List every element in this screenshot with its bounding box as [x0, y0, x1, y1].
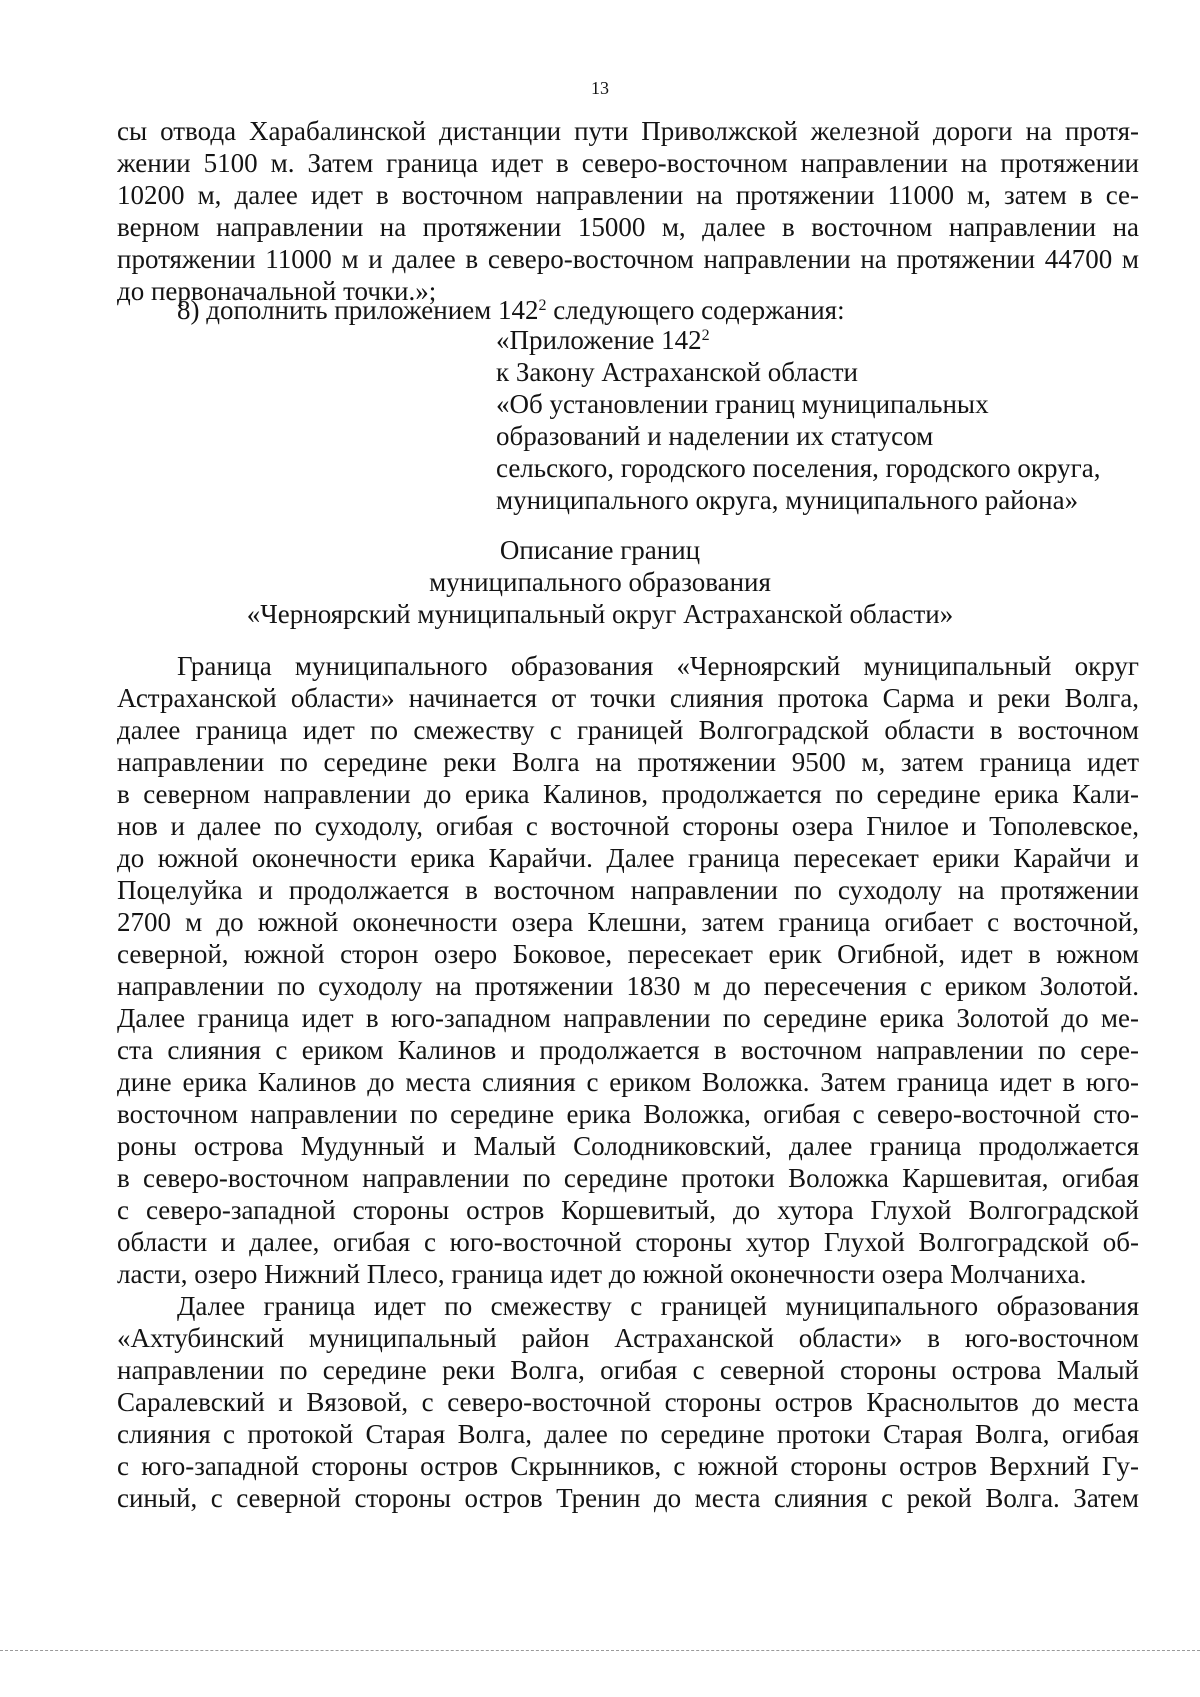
paragraph-2	[117, 1290, 1139, 1514]
text-line: Граница муниципального образования «Черноярский муниципальный округ	[177, 651, 1139, 681]
scan-edge-divider	[0, 1650, 1200, 1651]
text-line: ласти, озеро Нижний Плесо, граница идет до южной оконечности озера Молчаниха.	[117, 1259, 1087, 1289]
item-8-before: 8) дополнить приложением 142	[177, 295, 539, 325]
appendix-line: «Об установлении границ муниципальных	[496, 389, 989, 419]
appendix-title-text: «Приложение 142	[496, 325, 702, 355]
heading-line: «Черноярский муниципальный округ Астраханской области»	[246, 599, 954, 629]
text-line: сы отвода Харабалинской дистанции пути Приволжской железной дороги на протя-	[117, 116, 1139, 146]
text-line: до южной оконечности ерика Карайчи. Далее граница пересекает ерики Карайчи и	[117, 843, 1139, 873]
text-line: направлении по суходолу на протяжении 1830 м до пересечения с ериком Золотой.	[117, 971, 1139, 1001]
text-line: Далее граница идет по смежеству с границей муниципального образования	[177, 1291, 1139, 1321]
text-line: в северном направлении до ерика Калинов, продолжается по середине ерика Кали-	[117, 779, 1139, 809]
text-line: Астраханской области» начинается от точки слияния протока Сарма и реки Волга,	[117, 683, 1139, 713]
text-line: с северо-западной стороны остров Коршевитый, до хутора Глухой Волгоградской	[117, 1195, 1139, 1225]
appendix-block	[496, 324, 1146, 516]
text-line: Саралевский и Вязовой, с северо-восточной стороны остров Краснолытов до места	[117, 1387, 1139, 1417]
appendix-line: к Закону Астраханской области	[496, 357, 859, 387]
heading-line: Описание границ	[499, 535, 701, 565]
text-line: северной, южной сторон озеро Боковое, пересекает ерик Огибной, идет в южном	[117, 939, 1139, 969]
appendix-title	[496, 324, 1146, 356]
item-8	[177, 294, 1077, 326]
text-line: Далее граница идет в юго-западном направлении по середине ерика Золотой до ме-	[117, 1003, 1139, 1033]
page-number: 13	[591, 78, 609, 98]
text-line: верном направлении на протяжении 15000 м, далее в восточном направлении на	[117, 212, 1139, 242]
appendix-title-sup: 2	[701, 327, 710, 344]
paragraph-1	[117, 650, 1139, 1290]
text-line: далее граница идет по смежеству с границей Волгоградской области в восточном	[117, 715, 1139, 745]
text-line: области и далее, огибая с юго-восточной стороны хутор Глухой Волгоградской об-	[117, 1227, 1139, 1257]
text-line: 10200 м, далее идет в восточном направлении на протяжении 11000 м, затем в се-	[117, 180, 1139, 210]
text-line: нов и далее по суходолу, огибая с восточной стороны озера Гнилое и Тополевское,	[117, 811, 1139, 841]
text-line: слияния с протокой Старая Волга, далее по середине протоки Старая Волга, огибая	[117, 1419, 1139, 1449]
text-line: с юго-западной стороны остров Скрынников, с южной стороны остров Верхний Гу-	[117, 1451, 1139, 1481]
text-line: направлении по середине реки Волга на протяжении 9500 м, затем граница идет	[117, 747, 1139, 777]
text-line: 2700 м до южной оконечности озера Клешни, затем граница огибает с восточной,	[117, 907, 1139, 937]
appendix-line: сельского, городского поселения, городского округа,	[496, 453, 1101, 483]
text-line: ста слияния с ериком Калинов и продолжается в восточном направлении по сере-	[117, 1035, 1139, 1065]
text-line: синый, с северной стороны остров Тренин до места слияния с рекой Волга. Затем	[117, 1483, 1139, 1513]
text-line: до первоначальной точки.»;	[117, 276, 437, 306]
appendix-line: муниципального округа, муниципального района»	[496, 485, 1079, 515]
text-line: восточном направлении по середине ерика Воложка, огибая с северо-восточной сто-	[117, 1099, 1139, 1129]
heading-line: муниципального образования	[429, 567, 771, 597]
text-line: «Ахтубинский муниципальный район Астраханской области» в юго-восточном	[117, 1323, 1139, 1353]
text-line: направлении по середине реки Волга, огибая с северной стороны острова Малый	[117, 1355, 1139, 1385]
appendix-line: образований и наделении их статусом	[496, 421, 934, 451]
text-line: жении 5100 м. Затем граница идет в северо-восточном направлении на протяжении	[117, 148, 1139, 178]
text-line: роны острова Мудунный и Малый Солодниковский, далее граница продолжается	[117, 1131, 1139, 1161]
text-line: Поцелуйка и продолжается в восточном направлении по суходолу на протяжении	[117, 875, 1139, 905]
item-8-line	[177, 294, 1077, 326]
item-8-sup: 2	[538, 297, 547, 314]
section-heading	[0, 534, 1200, 630]
text-line: протяжении 11000 м и далее в северо-восточном направлении на протяжении 44700 м	[117, 244, 1139, 274]
text-line: в северо-восточном направлении по середине протоки Воложка Каршевитая, огибая	[117, 1163, 1139, 1193]
top-paragraph	[117, 115, 1139, 307]
text-line: дине ерика Калинов до места слияния с ериком Воложка. Затем граница идет в юго-	[117, 1067, 1139, 1097]
item-8-after: следующего содержания:	[546, 295, 845, 325]
